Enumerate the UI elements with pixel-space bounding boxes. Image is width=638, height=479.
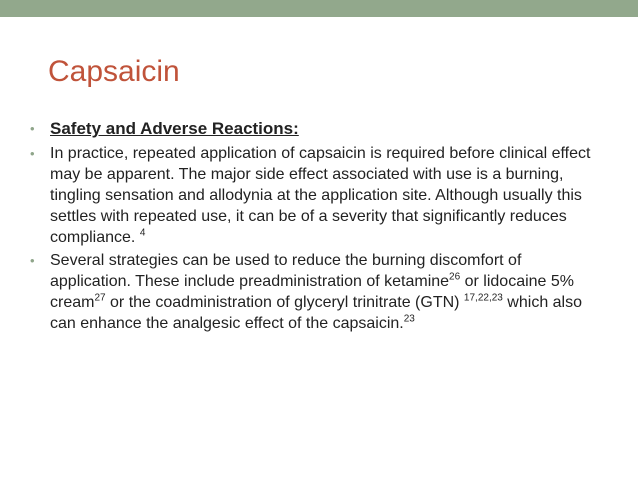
bullet-side-effects: [30, 143, 600, 248]
bullet-text-part: Several strategies can be used to reduce the burning discomfort of application. These include preadministration of ketamine: [50, 252, 522, 290]
bullet-text-part: which also can enhance the analgesic effect of the capsaicin.: [50, 294, 583, 332]
slide-content: [30, 118, 600, 336]
bullet-strategies: [30, 250, 600, 334]
bullet-dot-icon: •: [30, 253, 35, 268]
bullet-text-part: or lidocaine 5% cream: [50, 273, 575, 311]
reference-superscript: 26: [449, 271, 461, 283]
bullet-text-body: In practice, repeated application of capsaicin is required before clinical effect may be apparent. The major side effect associated with use is a burning, tingling sensation and allodynia at the application site. Although usually this settles with repeated use, it can be of a severity that significantly reduces compliance.: [50, 145, 591, 246]
reference-superscript: 17,22,23: [463, 292, 503, 304]
bullet-dot-icon: •: [30, 121, 35, 136]
bullet-heading: [30, 118, 600, 139]
section-heading: Safety and Adverse Reactions:: [50, 119, 299, 138]
bullet-dot-icon: •: [30, 146, 35, 161]
reference-superscript: 27: [94, 292, 106, 304]
bullet-text: [50, 143, 600, 248]
reference-superscript: 4: [139, 227, 146, 239]
bullet-text: [50, 250, 600, 334]
bullet-text-part: or the coadministration of glyceryl trinitrate (GTN): [105, 294, 464, 311]
reference-superscript: 23: [403, 313, 415, 325]
top-accent-bar: [0, 0, 638, 17]
slide-title: Capsaicin: [48, 55, 180, 88]
